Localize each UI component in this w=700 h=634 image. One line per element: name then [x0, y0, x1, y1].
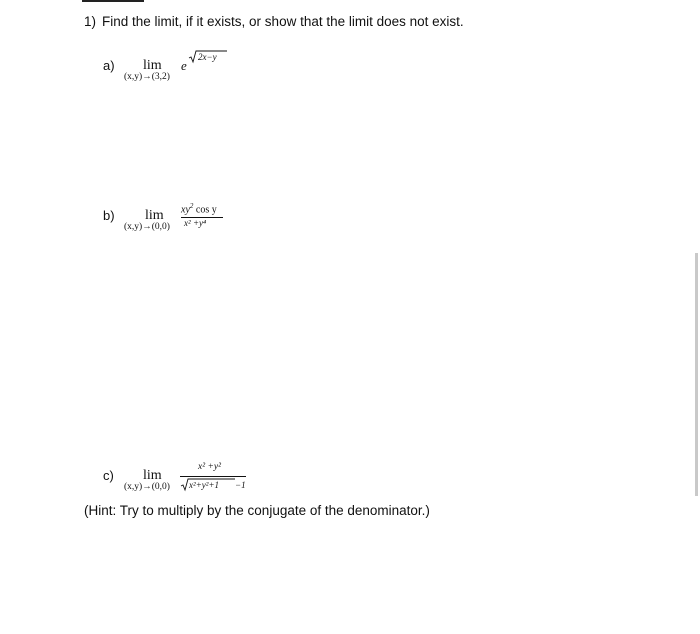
part-c-label: c) — [103, 468, 114, 483]
part-c-radicand: x²+y²+1 — [189, 480, 220, 490]
question-text: Find the limit, if it exists, or show that the limit does not exist. — [102, 14, 464, 29]
part-c-fraction-bar — [180, 476, 246, 477]
part-c-lim: lim — [143, 468, 162, 483]
question-number: 1) — [84, 14, 97, 29]
part-b-numerator: $xy^2$ cos y — [181, 202, 217, 216]
part-c-subscript: (x,y)→(0,0) — [124, 482, 170, 492]
part-a-label: a) — [103, 58, 115, 73]
part-c-numerator: x² +y² — [198, 462, 221, 472]
part-a-subscript: (x,y)→(3,2) — [124, 72, 170, 82]
part-b-lim: lim — [145, 208, 164, 223]
hint-text: (Hint: Try to multiply by the conjugate of the denominator.) — [84, 503, 430, 518]
part-b-denominator: x² +y⁴ — [184, 218, 207, 228]
part-c-denominator-tail: −1 — [235, 480, 246, 490]
part-a-base: e — [181, 58, 187, 73]
part-a-exponent: 2x−y — [198, 52, 217, 62]
scroll-edge — [695, 253, 698, 496]
top-rule — [82, 0, 144, 2]
part-b-label: b) — [103, 208, 115, 223]
part-b-subscript: (x,y)→(0,0) — [124, 222, 170, 232]
part-a-lim: lim — [143, 58, 162, 73]
question-statement — [84, 14, 464, 29]
